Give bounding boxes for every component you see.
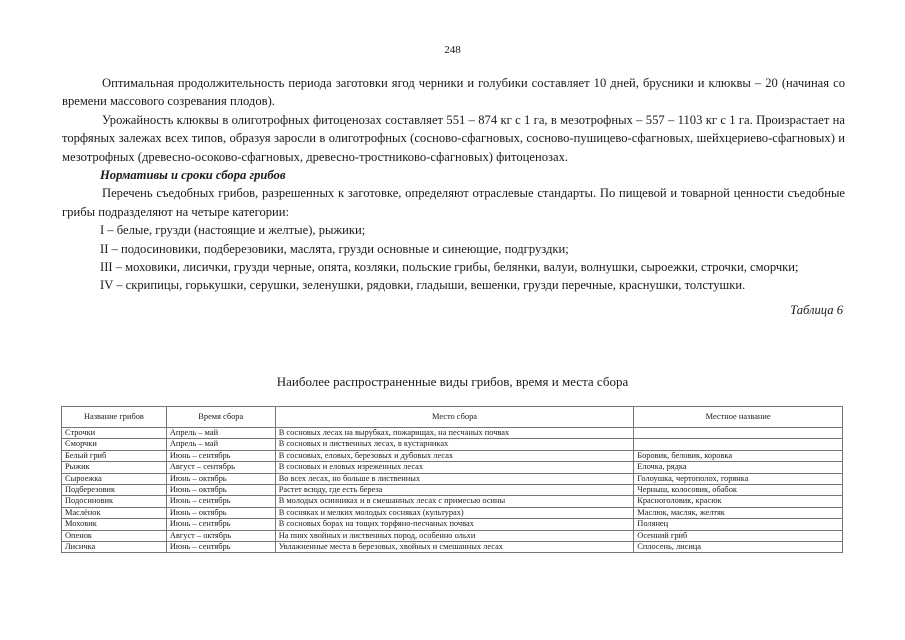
cell-name: Подосиновик (62, 496, 167, 507)
table-label: Таблица 6 (790, 302, 843, 317)
cell-name: Сморчки (62, 439, 167, 450)
cell-local: Боровик, беловик, коровка (634, 450, 843, 461)
table-row (62, 439, 843, 450)
paragraph-cranberry-yield: Урожайность клюквы в олиготрофных фитоценозах составляет 551 – 874 кг с 1 га, в мезотрофных – 557 – 1103 кг с 1 га. Произрастает на торфяных залежах всех типов, образуя заросли в олиготрофных (сосново-сфагновых, сосново-пушицево-сфагновых, шейхцериево-сфагновых) и мезотрофных (древесно-осоково-сфагновых, древесно-тростниково-сфагновых) фитоценозах. (62, 112, 845, 164)
cell-name: Подберезовик (62, 485, 167, 496)
cell-time: Июнь – октябрь (166, 485, 275, 496)
cell-name: Опенок (62, 530, 167, 541)
cell-time: Июнь – сентябрь (166, 519, 275, 530)
table-row (62, 519, 843, 530)
cell-name: Моховик (62, 519, 167, 530)
cell-name: Белый гриб (62, 450, 167, 461)
section-heading: Нормативы и сроки сбора грибов (100, 168, 286, 183)
cell-name: Сыроежка (62, 473, 167, 484)
cell-time: Июнь – октябрь (166, 473, 275, 484)
table-row (62, 496, 843, 507)
category-4: IV – скрипицы, горькушки, серушки, зеленушки, рядовки, гладыши, вешенки, грузди перечные, краснушки, толстушки. (100, 278, 746, 293)
body-text (62, 74, 845, 319)
cell-name: Лисичка (62, 542, 167, 553)
cell-time: Август – октябрь (166, 530, 275, 541)
category-2: II – подосиновики, подберезовики, маслята, грузди основные и синеющие, подгруздки; (100, 241, 569, 256)
cell-place: В сосновых и еловых изреженных лесах (275, 462, 634, 473)
cell-local (634, 439, 843, 450)
table-row (62, 450, 843, 461)
table-row (62, 462, 843, 473)
table-row (62, 473, 843, 484)
cell-local: Осенний гриб (634, 530, 843, 541)
cell-name: Рыжик (62, 462, 167, 473)
cell-local: Елочка, рядка (634, 462, 843, 473)
table-header-row (62, 407, 843, 428)
cell-name: Маслёнок (62, 507, 167, 518)
page-number: 248 (444, 44, 461, 56)
category-3: III – моховики, лисички, грузди черные, опята, козляки, польские грибы, белянки, валуи, волнушки, сыроежки, строчки, сморчки; (100, 260, 799, 275)
cell-place: В сосновых лесах на вырубках, пожарищах, на песчаных почвах (275, 428, 634, 439)
cell-place: В сосновых борах на тощих торфяно-песчаных почвах (275, 519, 634, 530)
header-name: Название грибов (62, 407, 167, 428)
mushroom-table (61, 406, 843, 553)
cell-time: Апрель – май (166, 428, 275, 439)
cell-local (634, 428, 843, 439)
header-place: Место сбора (275, 407, 634, 428)
table-row (62, 507, 843, 518)
cell-place: Во всех лесах, но больше в лиственных (275, 473, 634, 484)
cell-place: На пнях хвойных и лиственных пород, особенно ольхи (275, 530, 634, 541)
cell-local: Красноголовик, красюк (634, 496, 843, 507)
cell-place: В сосновых, еловых, березовых и дубовых лесах (275, 450, 634, 461)
cell-local: Сплосень, лисица (634, 542, 843, 553)
cell-place: В сосновых и лиственных лесах, в кустарниках (275, 439, 634, 450)
cell-time: Июнь – октябрь (166, 507, 275, 518)
cell-time: Август – сентябрь (166, 462, 275, 473)
cell-place: В сосняках и мелких молодых сосняках (культурах) (275, 507, 634, 518)
cell-name: Строчки (62, 428, 167, 439)
header-local: Местное название (634, 407, 843, 428)
table-row (62, 542, 843, 553)
cell-local: Черныш, колосовик, обабок (634, 485, 843, 496)
cell-local: Полянец (634, 519, 843, 530)
cell-place: В молодых осинниках и в смешанных лесах с примесью осины (275, 496, 634, 507)
table-row (62, 428, 843, 439)
cell-local: Маслюк, масляк, желтяк (634, 507, 843, 518)
cell-time: Июнь – сентябрь (166, 542, 275, 553)
paragraph-harvest-period: Оптимальная продолжительность периода заготовки ягод черники и голубики составляет 10 дней, брусники и клюквы – 20 (начиная со времени массового созревания плодов). (62, 76, 845, 109)
cell-time: Июнь – сентябрь (166, 496, 275, 507)
header-time: Время сбора (166, 407, 275, 428)
cell-time: Апрель – май (166, 439, 275, 450)
cell-place: Растет всюду, где есть береза (275, 485, 634, 496)
cell-time: Июнь – сентябрь (166, 450, 275, 461)
cell-local: Голоушка, чертополох, горянка (634, 473, 843, 484)
category-1: I – белые, грузди (настоящие и желтые), рыжики; (100, 223, 366, 238)
table-row (62, 485, 843, 496)
table-row (62, 530, 843, 541)
table-title: Наиболее распространенные виды грибов, время и места сбора (276, 374, 629, 389)
cell-place: Увлажненные места в березовых, хвойных и смешанных лесах (275, 542, 634, 553)
paragraph-mushroom-categories: Перечень съедобных грибов, разрешенных к заготовке, определяют отраслевые стандарты. По пищевой и товарной ценности съедобные грибы подразделяют на четыре категории: (62, 186, 845, 219)
